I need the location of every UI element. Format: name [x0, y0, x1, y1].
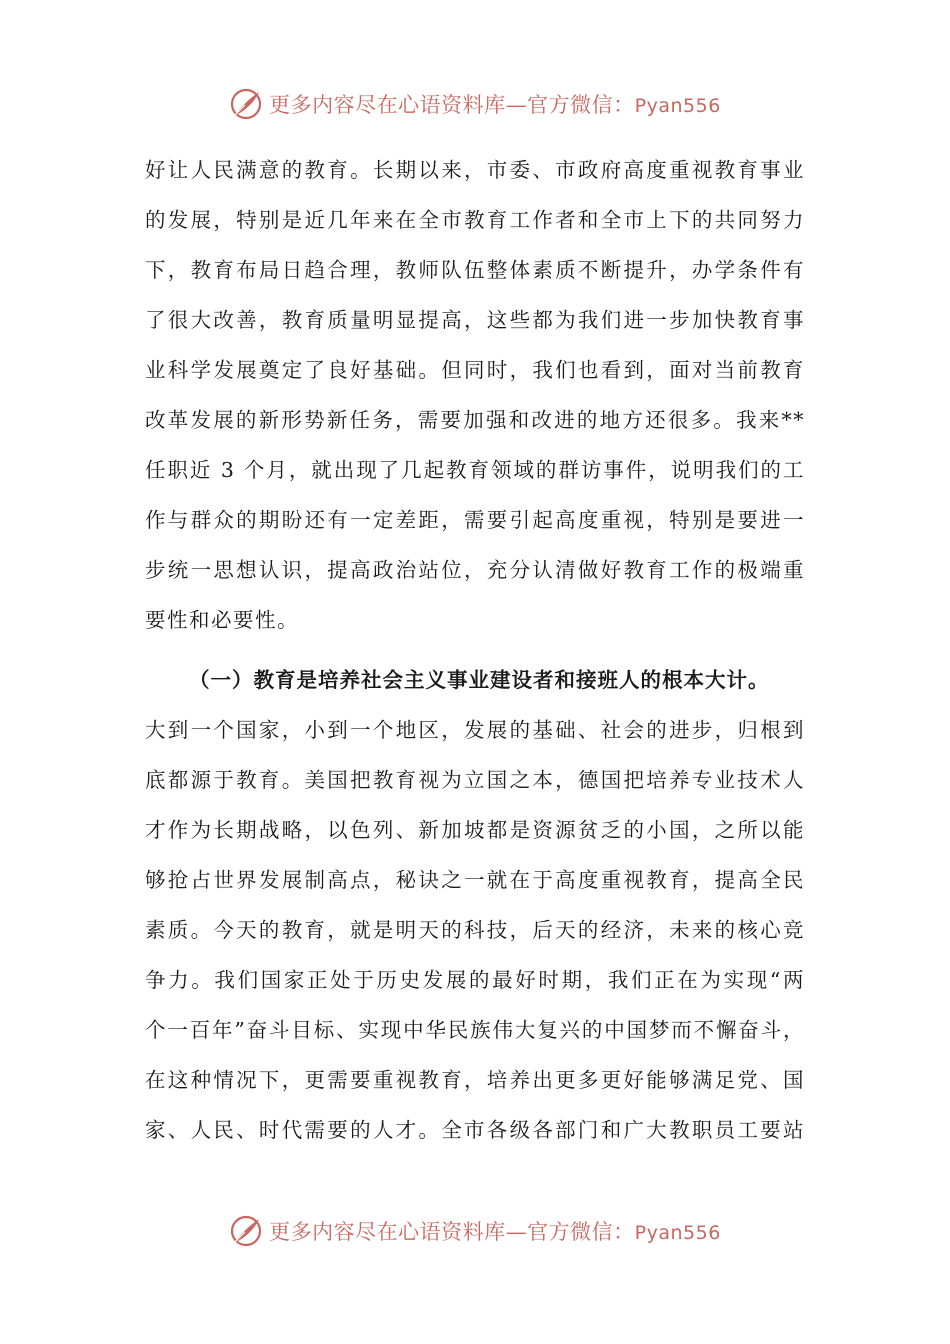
paragraph-line: 个一百年”奋斗目标、实现中华民族伟大复兴的中国梦而不懈奋斗， [145, 1018, 805, 1042]
quill-pen-logo-icon [229, 87, 263, 121]
paragraph-line: 业科学发展奠定了良好基础。但同时，我们也看到，面对当前教育 [145, 358, 805, 382]
paragraph-line: 才作为长期战略，以色列、新加坡都是资源贫乏的小国，之所以能 [145, 818, 805, 842]
banner-wechat-id: Pyan556 [634, 95, 721, 117]
paragraph-line: 步统一思想认识，提高政治站位，充分认清做好教育工作的极端重 [145, 558, 805, 582]
document-body [145, 145, 805, 1155]
quill-pen-logo-icon [229, 1214, 263, 1248]
section-heading: （一）教育是培养社会主义事业建设者和接班人的根本大计。 [189, 668, 770, 692]
banner-text [269, 1216, 721, 1246]
banner-label: 更多内容尽在心语资料库—官方微信： [269, 93, 635, 117]
paragraph-line: 要性和必要性。 [145, 608, 299, 632]
paragraph-line: 下，教育布局日趋合理，教师队伍整体素质不断提升，办学条件有 [145, 258, 805, 282]
banner-wechat-id: Pyan556 [634, 1222, 721, 1244]
paragraph-line: 够抢占世界发展制高点，秘诀之一就在于高度重视教育，提高全民 [145, 868, 805, 892]
paragraph-line: 素质。今天的教育，就是明天的科技，后天的经济，未来的核心竞 [145, 918, 805, 942]
paragraph-line: 改革发展的新形势新任务，需要加强和改进的地方还很多。我来** [145, 408, 805, 432]
paragraph-line: 好让人民满意的教育。长期以来，市委、市政府高度重视教育事业 [145, 158, 805, 182]
banner-text [269, 89, 721, 119]
paragraph-line: 底都源于教育。美国把教育视为立国之本，德国把培养专业技术人 [145, 768, 805, 792]
paragraph-line: 的发展，特别是近几年来在全市教育工作者和全市上下的共同努力 [145, 208, 805, 232]
paragraph-line: 家、人民、时代需要的人才。全市各级各部门和广大教职员工要站 [145, 1118, 805, 1142]
paragraph-line: 在这种情况下，更需要重视教育，培养出更多更好能够满足党、国 [145, 1068, 805, 1092]
paragraph-line: 争力。我们国家正处于历史发展的最好时期，我们正在为实现“两 [145, 968, 805, 992]
paragraph-line: 大到一个国家，小到一个地区，发展的基础、社会的进步，归根到 [145, 718, 805, 742]
paragraph-line: 作与群众的期盼还有一定差距，需要引起高度重视，特别是要进一 [145, 508, 805, 532]
paragraph-line: 了很大改善，教育质量明显提高，这些都为我们进一步加快教育事 [145, 308, 805, 332]
banner-label: 更多内容尽在心语资料库—官方微信： [269, 1220, 635, 1244]
footer-banner [0, 1211, 950, 1251]
paragraph-line: 任职近 3 个月，就出现了几起教育领域的群访事件，说明我们的工 [145, 458, 805, 482]
header-banner [0, 84, 950, 124]
